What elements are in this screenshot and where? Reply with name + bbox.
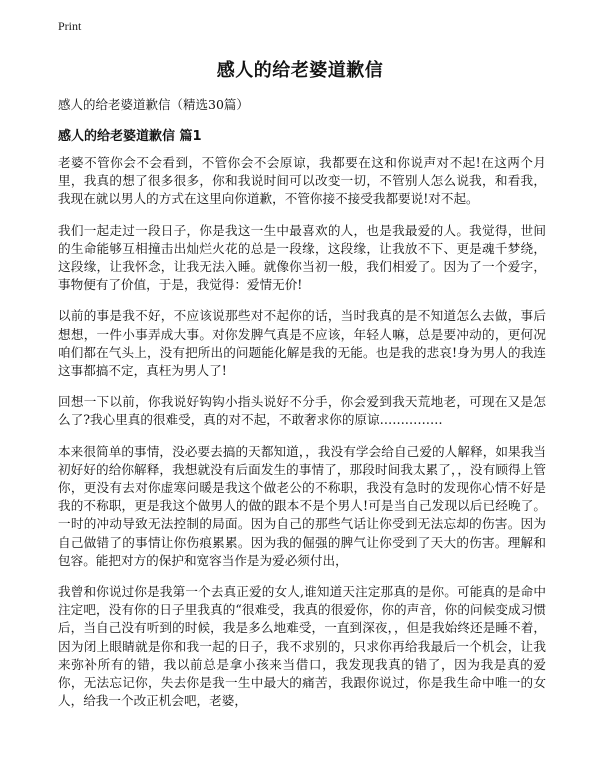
paragraph: 我们一起走过一段日子，你是我这一生中最喜欢的人，也是我最爱的人。我觉得，世间的生命能够互相撞击出灿烂火花的总是一段缘，这段缘，让我放不下、更是魂千梦绕，这段缘，让我怀念，让我无法入睡。就像你当初一般，我们相爱了。因为了一个爱字，事物便有了价值，于是，我觉得：爱情无价!: [58, 222, 546, 293]
paragraph: 本来很简单的事情，没必要去搞的天都知道，，我没有学会给自己爱的人解释，如果我当初好好的给你解释，我想就没有后面发生的事情了，那段时间我太累了，，没有顾得上管你，更没有去对你虚寒问暖是我这个做老公的不称职，我没有急时的发现你心情不好是我的不称职，更是我这个做男人的做的跟本不是个男人!可是当自己发现以后已经晚了。一时的冲动导致无法控制的局面。因为自己的那些气话让你受到无法忘却的伤害。因为自己做错了的事情让你伤痕累累。因为我的倔强的脾气让你受到了天大的伤害。理解和包容。能把对方的保护和宽容当作是为爱必须付出，: [58, 443, 546, 568]
page-title: 感人的给老婆道歉信: [216, 60, 384, 81]
paragraph: 老婆不管你会不会看到，不管你会不会原谅，我都要在这和你说声对不起!在这两个月里，我真的想了很多很多，你和我说时间可以改变一切，不管别人怎么说我，和看我，我现在就以男人的方式在这里向你道歉，不管你接不接受我都要说!对不起。: [58, 155, 546, 207]
letter-body: [58, 154, 546, 723]
print-link[interactable]: Print: [58, 19, 82, 33]
section-heading: 感人的给老婆道歉信 篇1: [58, 129, 202, 144]
paragraph: 回想一下以前，你我说好钩钩小指头说好不分手，你会爱到我天荒地老，可现在又是怎么了?我心里真的很难受，真的对不起，不敢奢求你的原谅……………: [58, 394, 546, 428]
paragraph: 我曾和你说过你是我第一个去真正爱的女人,谁知道天注定那真的是你。可能真的是命中注定吧，没有你的日子里我真的“很难受，我真的很爱你，你的声音，你的问候变成习惯后，当自己没有听到的时候，我是多么地难受，一直到深夜，，但是我始终还是睡不着，因为闭上眼睛就是你和我一起的日子，我不求别的，只求你再给我最后一个机会，让我来弥补所有的错，我以前总是拿小孩来当借口，我发现我真的错了，因为我是真的爱你，无法忘记你，失去你是我一生中最大的痛苦，我跟你说过，你是我生命中唯一的女人，给我一个改正机会吧，老婆，: [58, 584, 546, 709]
document-subtitle: 感人的给老婆道歉信（精选30篇）: [58, 97, 249, 112]
paragraph: 以前的事是我不好，不应该说那些对不起你的话，当时我真的是不知道怎么去做，事后想想，一件小事弄成大事。对你发脾气真是不应该，年轻人嘛，总是要冲动的，更何况咱们都在气头上，没有把所出的问题能化解是我的无能。也是我的悲哀!身为男人的我连这事都搞不定，真枉为男人了!: [58, 308, 546, 379]
